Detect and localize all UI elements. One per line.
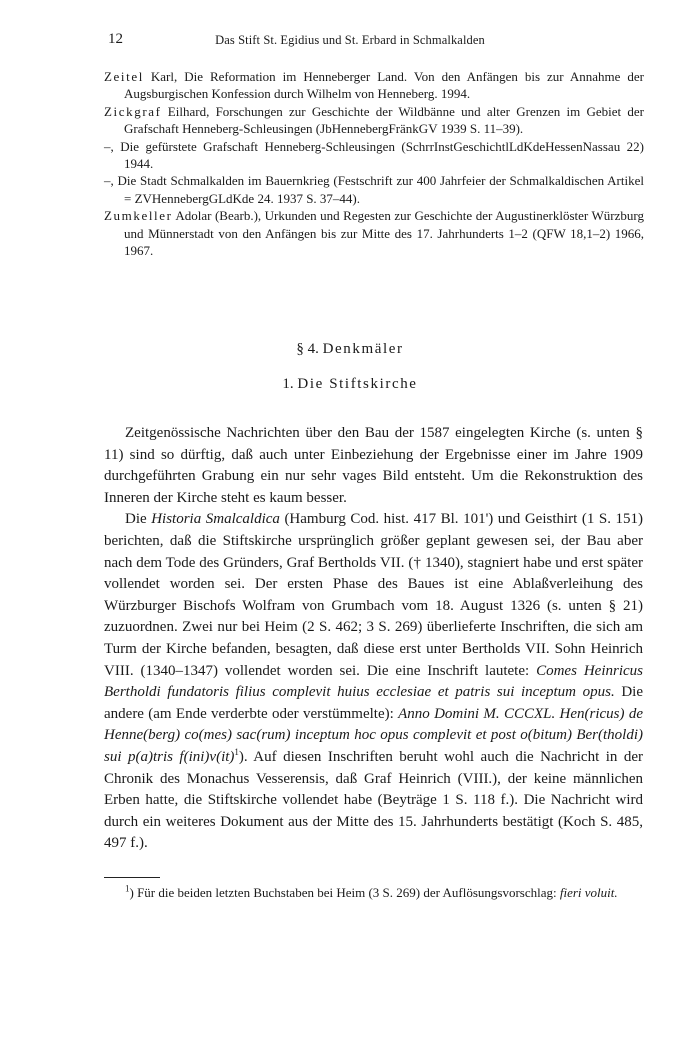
footnote-rule (104, 877, 160, 878)
bibliography-entry (104, 172, 644, 207)
paragraph: Zeitgenössische Nachrichten über den Bau der 1587 eingelegten Kirche (s. unten § 11) sind so dürftig, daß auch unter Einbeziehung der Ergebnisse einer im Jahre 1909 durchgeführten Grabung ein nur sehr vages Bild entsteht. Um die Rekonstruktion des Inneren der Kirche steht es kaum besser. (104, 425, 643, 506)
entry-text: –, Die gefürstete Grafschaft Henneberg-Schleusingen (SchrrInstGeschichtlLdKdeHessenNassau 22) 1944. (104, 138, 644, 172)
inscription-quote: Anno Domini M. CCCXL. Hen(ricus) de Henne(berg) co(mes) sac(rum) inceptum hoc opus complevit et post o(bitum) Ber(tholdi) sui p(a)tris f(ini)v(it) (104, 705, 643, 765)
entry-author: Zickgraf (104, 103, 162, 119)
footnote (104, 884, 644, 902)
entry-text: Eilhard, Forschungen zur Geschichte der Wildbänne und alter Grenzen im Gebiet der Grafschaft Henneberg-Schleusingen (JbHennebergFränkGV 1939 S. 11–39). (124, 103, 644, 137)
entry-author: Zeitel (104, 69, 144, 84)
footnote-text (104, 884, 644, 902)
section-heading (0, 341, 700, 358)
section-title: Denkmäler (322, 341, 404, 357)
paragraph (104, 509, 643, 855)
bibliography-entry (104, 207, 644, 259)
text-run: (Hamburg Cod. hist. 417 Bl. 101') und Geisthirt (1 S. 151) berichten, daß die Stiftskirche ursprünglich größer geplant gewesen sei, der Bau aber nach dem Tode des Gründers, Graf Bertholds VII. († 1340), stagniert habe und erst später vollendet worden sei. Der ersten Phase des Baues ist eine Ablaßverleihung des Würzburger Bischofs Wolfram von Grumbach vom 18. August 1326 (s. unten § 21) zuzuordnen. Zwei nur bei Heim (2 S. 462; 3 S. 269) überlieferte Inschriften, die sich am Turm der Kirche befanden, besagten, daß diese erst unter Bertholds VII. Sohn Heinrich VIII. (1340–1347) vollendet worden sei. Die eine Inschrift lautete: (104, 511, 643, 679)
text-run: ) Für die beiden letzten Buchstaben bei Heim (3 S. 269) der Auflösungsvorschlag: (129, 885, 560, 900)
subsection-heading (0, 376, 700, 393)
inscription-quote: Comes Heinricus Bertholdi fundatoris filius complevit huius ecclesiae et patris sui inceptum opus. (104, 662, 643, 701)
entry-text: Karl, Die Reformation im Henneberger Land. Von den Anfängen bis zur Annahme der Augsburgischen Konfession durch Wilhelm von Henneberg. 1994. (124, 69, 644, 102)
bibliography-entry (104, 103, 644, 138)
body-text (104, 423, 643, 855)
subsection-title: Die Stiftskirche (297, 376, 418, 392)
text-run: ). Auf diesen Inschriften beruht wohl auch die Nachricht in der Chronik des Monachus Vesserensis, daß Graf Heinrich (VIII.), der keine männlichen Erben hatte, die Stiftskirche vollendet habe (Beyträge 1 S. 118 f.). Die Nachricht wird durch ein weiteres Dokument aus der Mitte des 15. Jahrhunderts bestätigt (Koch S. 485, 497 f.). (104, 748, 643, 852)
text-run: Die andere (am Ende verderbte oder verstümmelte): (104, 684, 643, 722)
running-head: Das Stift St. Egidius und St. Erbard in Schmalkalden (215, 33, 485, 47)
footnote-marker: 1 (125, 883, 130, 894)
entry-text: –, Die Stadt Schmalkalden im Bauernkrieg (Festschrift zur 400 Jahrfeier der Schmalkaldischen Artikel = ZVHennebergGLdKde 24. 1937 S. 37–44). (104, 173, 644, 206)
page-number: 12 (108, 31, 123, 47)
italic-title: Historia Smalcaldica (151, 511, 280, 528)
entry-author: Zumkeller (104, 208, 173, 224)
section-number: § 4. (296, 341, 319, 357)
italic-text: fieri voluit. (559, 885, 618, 900)
bibliography-entry (104, 68, 644, 103)
bibliography-entry (104, 138, 644, 173)
text-run: Die (125, 511, 152, 528)
footnote-ref: 1 (234, 746, 239, 757)
bibliography-list (104, 68, 644, 259)
subsection-number: 1. (282, 376, 294, 392)
entry-text: Adolar (Bearb.), Urkunden und Regesten zur Geschichte der Augustinerklöster Würzburg und Münnerstadt von den Anfängen bis zur Mitte des 17. Jahrhunderts 1–2 (QFW 18,1–2) 1966, 1967. (124, 208, 644, 259)
